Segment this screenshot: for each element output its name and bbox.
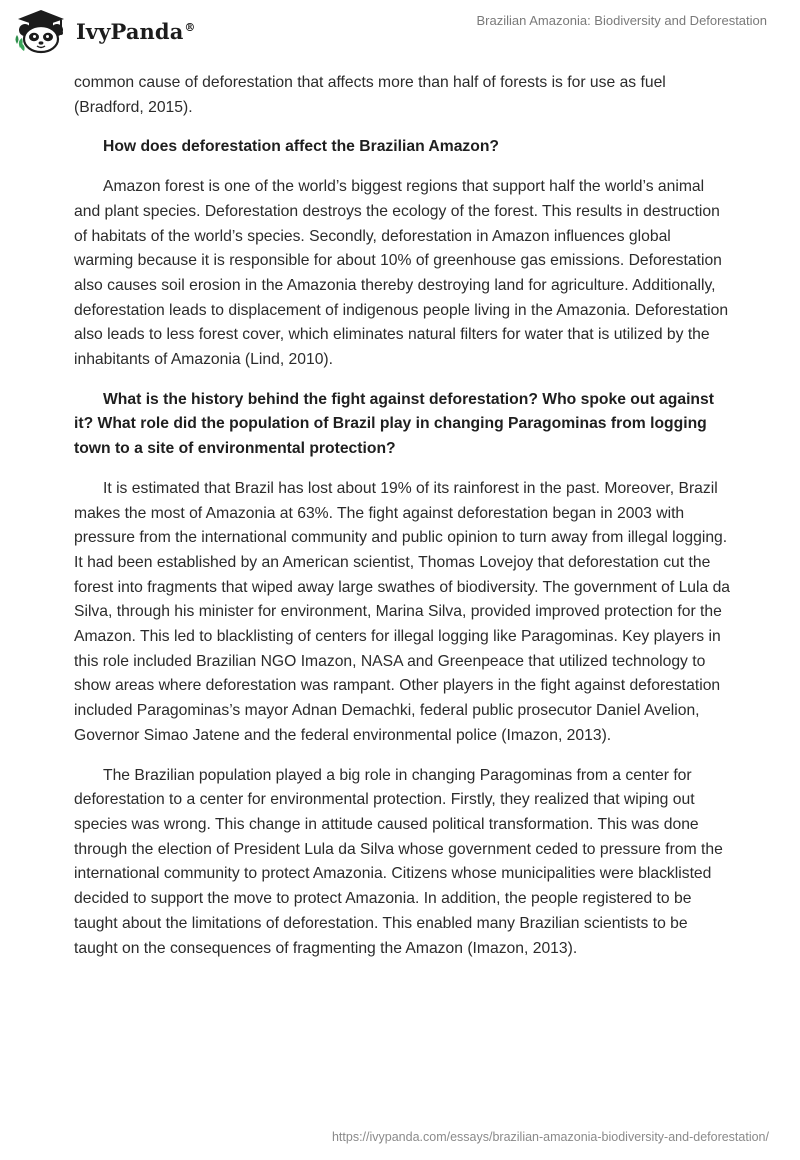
page-header — [0, 0, 800, 70]
paragraph-history: It is estimated that Brazil has lost about 19% of its rainforest in the past. Moreover, Brazil makes the most of Amazonia at 63%. The fight against deforestation began in 2003 with pressure from the international community and public opinion to turn away from illegal logging. It had been established by an American scientist, Thomas Lovejoy that deforestation cut the forest into fragments that wiped away large swathes of biodiversity. The government of Lula da Silva, through his minister for environment, Marina Silva, provided improved protection for the Amazon. This led to blacklisting of centers for illegal logging like Paragominas. Key players in this role included Brazilian NGO Imazon, NASA and Greenpeace that utilized technology to show areas where deforestation was rampant. Other players in the fight against deforestation included Paragominas’s mayor Adnan Demachki, federal public prosecutor Daniel Avelion, Governor Simao Jatene and the federal environmental police (Imazon, 2013). — [74, 479, 731, 744]
source-url[interactable]: https://ivypanda.com/essays/brazilian-amazonia-biodiversity-and-deforestation/ — [331, 1130, 769, 1144]
panda-logo-icon — [14, 8, 68, 54]
brand-name: IvyPanda® — [76, 18, 196, 44]
question-heading-2: What is the history behind the fight against deforestation? Who spoke out against it? What role did the population of Brazil play in changing Paragominas from logging town to a site of environmental protection? — [74, 390, 714, 458]
paragraph-population-role: The Brazilian population played a big role in changing Paragominas from a center for deforestation to a center for environmental protection. Firstly, they realized that wiping out species was wrong. This change in attitude caused political transformation. This was done through the election of President Lula da Silva whose government ceded to pressure from the international community to protect Amazonia. Citizens whose municipalities were blacklisted decided to support the move to protect Amazonia. In addition, the people registered to be taught about the limitations of deforestation. This enabled many Brazilian scientists to be taught on the consequences of fragmenting the Amazon (Imazon, 2013). — [74, 766, 723, 957]
question-heading-1: How does deforestation affect the Brazilian Amazon? — [103, 138, 500, 156]
paragraph-continuation: common cause of deforestation that affects more than half of forests is for use as fuel (Bradford, 2015). — [74, 74, 666, 116]
brand-logo[interactable] — [14, 8, 196, 54]
essay-body — [74, 71, 734, 976]
document-title: Brazilian Amazonia: Biodiversity and Deforestation — [476, 13, 767, 28]
paragraph-deforestation-effects: Amazon forest is one of the world’s biggest regions that support half the world’s animal and plant species. Deforestation destroys the ecology of the forest. This results in destruction of habitats of the world’s species. Secondly, deforestation in Amazon influences global warming because it is responsible for about 10% of greenhouse gas emissions. Deforestation also causes soil erosion in the Amazonia thereby destroying land for agriculture. Additionally, deforestation leads to displacement of indigenous people living in the Amazonia. Deforestation also leads to less forest cover, which eliminates natural filters for water that is utilized by the inhabitants of Amazonia (Lind, 2010). — [74, 178, 729, 369]
